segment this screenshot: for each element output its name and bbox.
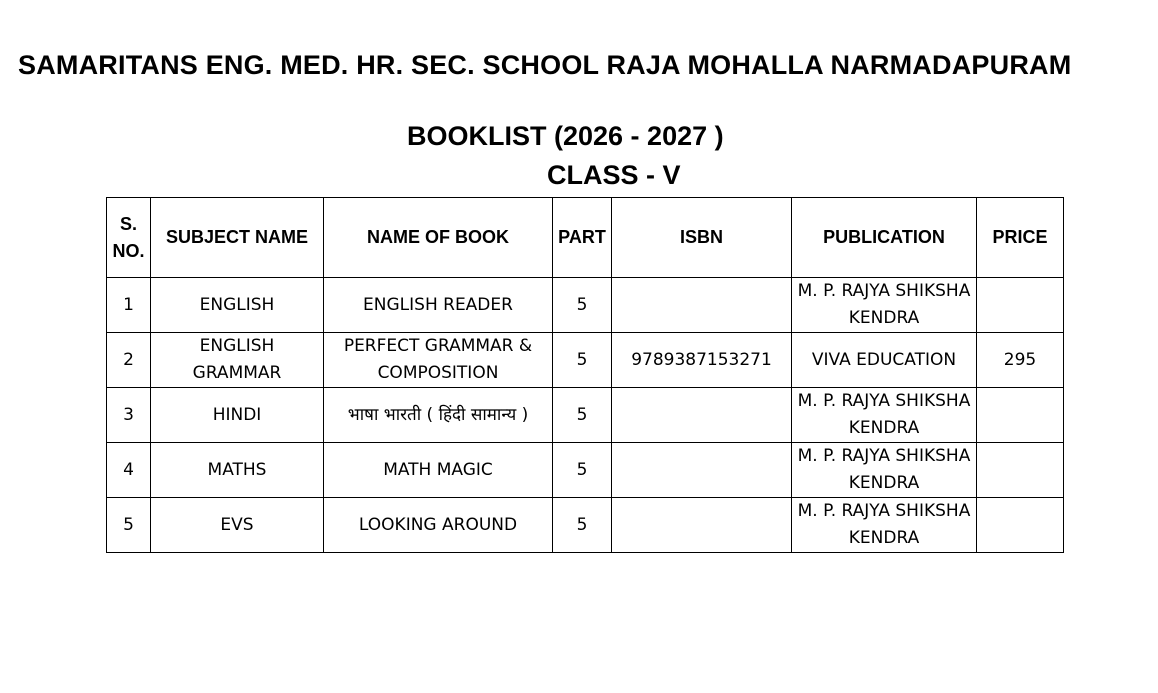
column-header-publication: PUBLICATION [792, 198, 977, 278]
cell-publication: M. P. RAJYA SHIKSHA KENDRA [792, 278, 977, 333]
column-header-book: NAME OF BOOK [324, 198, 553, 278]
cell-book: LOOKING AROUND [324, 498, 553, 553]
booklist-table [106, 197, 1064, 553]
column-header-part: PART [553, 198, 612, 278]
cell-book: PERFECT GRAMMAR & COMPOSITION [324, 333, 553, 388]
column-header-sno: S. NO. [107, 198, 151, 278]
cell-sno: 4 [107, 443, 151, 498]
cell-subject: HINDI [151, 388, 324, 443]
cell-price [977, 388, 1064, 443]
cell-subject: ENGLISH [151, 278, 324, 333]
booklist-title: BOOKLIST (2026 - 2027 ) [407, 121, 724, 151]
cell-part: 5 [553, 498, 612, 553]
class-title: CLASS - V [547, 160, 681, 190]
cell-sno: 1 [107, 278, 151, 333]
cell-subject: MATHS [151, 443, 324, 498]
table-row [107, 498, 1064, 553]
cell-publication: M. P. RAJYA SHIKSHA KENDRA [792, 443, 977, 498]
cell-subject: ENGLISH GRAMMAR [151, 333, 324, 388]
cell-part: 5 [553, 388, 612, 443]
cell-isbn: 9789387153271 [612, 333, 792, 388]
column-header-isbn: ISBN [612, 198, 792, 278]
cell-price [977, 443, 1064, 498]
cell-publication: M. P. RAJYA SHIKSHA KENDRA [792, 388, 977, 443]
table-row [107, 333, 1064, 388]
column-header-subject: SUBJECT NAME [151, 198, 324, 278]
column-header-price: PRICE [977, 198, 1064, 278]
cell-price [977, 498, 1064, 553]
school-name: SAMARITANS ENG. MED. HR. SEC. SCHOOL RAJA MOHALLA NARMADAPURAM [18, 50, 1072, 80]
table-row [107, 388, 1064, 443]
cell-isbn [612, 443, 792, 498]
cell-subject: EVS [151, 498, 324, 553]
cell-book: ENGLISH READER [324, 278, 553, 333]
cell-book: भाषा भारती ( हिंदी सामान्य ) [324, 388, 553, 443]
cell-isbn [612, 278, 792, 333]
cell-isbn [612, 498, 792, 553]
cell-book: MATH MAGIC [324, 443, 553, 498]
cell-part: 5 [553, 443, 612, 498]
cell-price [977, 278, 1064, 333]
cell-sno: 2 [107, 333, 151, 388]
cell-publication: M. P. RAJYA SHIKSHA KENDRA [792, 498, 977, 553]
cell-sno: 5 [107, 498, 151, 553]
cell-price: 295 [977, 333, 1064, 388]
cell-publication: VIVA EDUCATION [792, 333, 977, 388]
cell-part: 5 [553, 278, 612, 333]
cell-sno: 3 [107, 388, 151, 443]
cell-part: 5 [553, 333, 612, 388]
table-row [107, 443, 1064, 498]
table-header-row [107, 198, 1064, 278]
table-row [107, 278, 1064, 333]
cell-isbn [612, 388, 792, 443]
